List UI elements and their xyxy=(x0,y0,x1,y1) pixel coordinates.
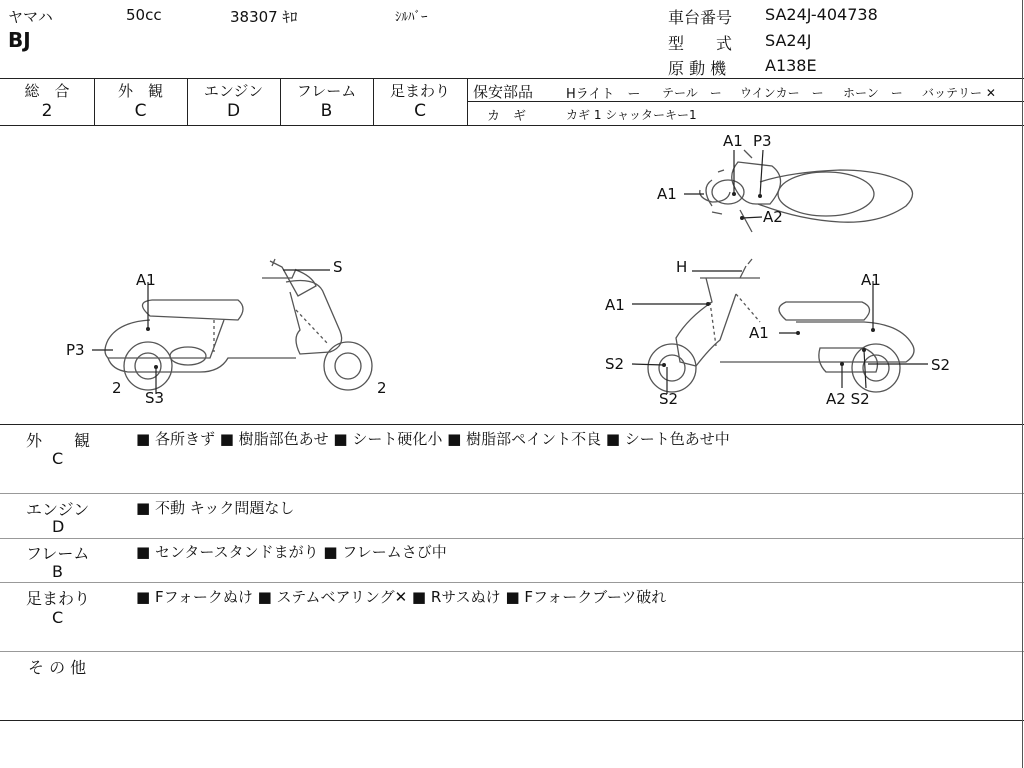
remark-exterior-text: ■ 各所きず ■ 樹脂部色あせ ■ シート硬化小 ■ 樹脂部ペイント不良 ■ シート色あせ中 xyxy=(136,430,730,448)
diagram-label: A1 xyxy=(136,271,156,289)
divider xyxy=(468,101,1024,102)
engine-type-label: 原 動 機 xyxy=(668,59,727,78)
maker-name: ヤマハ xyxy=(8,8,53,26)
engine-score: D xyxy=(226,101,241,121)
scooter-top-view xyxy=(700,150,913,232)
headlight-status: Hライト ー xyxy=(566,87,641,102)
diagram-label: A2 xyxy=(763,208,783,226)
type-label: 型 式 xyxy=(668,34,733,53)
frame-number: SA24J-404738 xyxy=(765,5,878,24)
horn-status: ホーン ー xyxy=(843,86,903,100)
remark-other-label: そ の 他 xyxy=(28,658,87,677)
diagram-label: A1 xyxy=(723,132,743,150)
border xyxy=(1022,0,1023,768)
displacement: 50cc xyxy=(126,6,162,24)
diagram-label: 2 xyxy=(377,379,387,397)
remark-engine-label: エンジン xyxy=(26,500,90,519)
divider xyxy=(0,538,1024,539)
diagram-label: S2 xyxy=(931,356,951,374)
remark-exterior-label: 外 観 xyxy=(26,431,91,450)
divider xyxy=(467,78,468,125)
diagram-label: A2 S2 xyxy=(826,390,870,408)
suspension-score: C xyxy=(414,101,426,121)
overall-score: 2 xyxy=(41,101,53,121)
remark-suspension-text: ■ Fフォークぬけ ■ ステムベアリング✕ ■ Rサスぬけ ■ Fフォークブーツ破れ xyxy=(136,588,667,606)
diagram-label: A1 xyxy=(605,296,625,314)
engine-score-label: エンジン xyxy=(203,82,264,100)
diagram-label: S2 xyxy=(605,355,625,373)
remark-suspension-label: 足まわり xyxy=(26,589,91,608)
taillight-status: テール ー xyxy=(662,86,722,100)
diagram-label: P3 xyxy=(66,341,85,359)
diagram-label: 2 xyxy=(112,379,122,397)
suspension-score-label: 足まわり xyxy=(389,82,450,100)
key-label: カ ギ xyxy=(487,109,527,124)
diagram-label: A1 xyxy=(749,324,769,342)
exterior-score-label: 外 観 xyxy=(117,82,163,100)
frame-number-label: 車台番号 xyxy=(668,8,733,27)
overall-score-label: 総 合 xyxy=(24,82,70,100)
key-value: カギ 1 シャッターキー1 xyxy=(566,108,697,122)
mileage: 38307 ｷﾛ xyxy=(230,8,298,26)
frame-score: B xyxy=(320,101,333,121)
diagram-label: A1 xyxy=(657,185,677,203)
safety-parts-label: 保安部品 xyxy=(473,83,534,101)
remark-engine-text: ■ 不動 キック問題なし xyxy=(136,499,295,517)
color: ｼﾙﾊﾞｰ xyxy=(395,10,428,25)
diagram-label: S2 xyxy=(659,390,679,408)
remark-frame-grade: B xyxy=(52,562,63,581)
divider xyxy=(0,493,1024,494)
exterior-score: C xyxy=(134,101,147,121)
diagram-label: S xyxy=(333,258,343,276)
divider xyxy=(0,582,1024,583)
divider xyxy=(0,720,1024,721)
diagram-label: H xyxy=(676,258,688,276)
diagram-label: S3 xyxy=(145,389,165,407)
divider xyxy=(0,424,1024,425)
diagram-label: P3 xyxy=(753,132,772,150)
frame-score-label: フレーム xyxy=(296,82,357,100)
remark-frame-label: フレーム xyxy=(26,544,90,563)
engine-type-value: A138E xyxy=(765,56,817,75)
winker-status: ウインカー ー xyxy=(740,86,824,100)
remark-engine-grade: D xyxy=(52,517,65,536)
remark-frame-text: ■ センタースタンドまがり ■ フレームさび中 xyxy=(136,543,447,561)
divider xyxy=(0,78,1024,79)
remark-suspension-grade: C xyxy=(52,608,64,627)
diagram-label: A1 xyxy=(861,271,881,289)
remark-exterior-grade: C xyxy=(52,449,64,468)
divider xyxy=(0,651,1024,652)
model-name: BJ xyxy=(8,28,31,52)
type-value: SA24J xyxy=(765,31,812,50)
battery-status: バッテリー ✕ xyxy=(922,86,996,100)
